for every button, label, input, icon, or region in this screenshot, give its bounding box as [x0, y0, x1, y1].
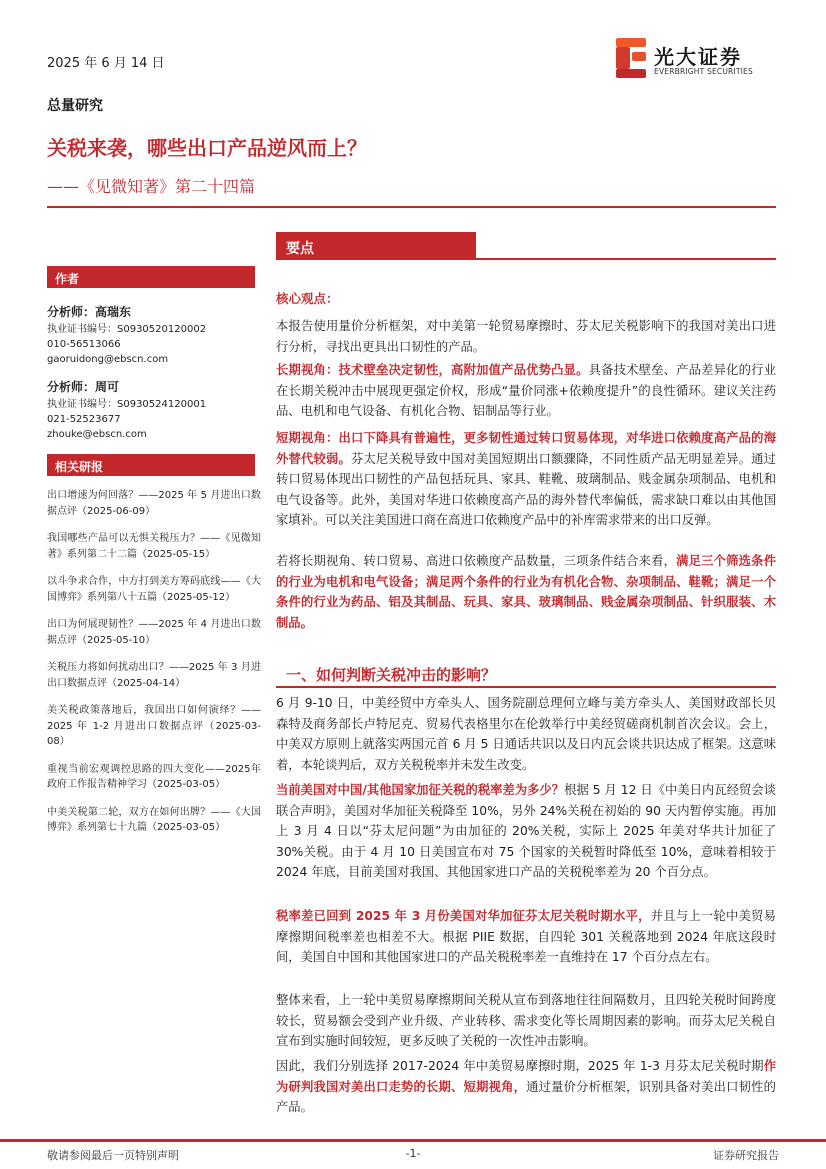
analyst-cert: 执业证书编号：S0930524120001: [47, 399, 207, 410]
section-1-paragraph-2: [276, 780, 776, 883]
section-1-paragraph-3: [276, 906, 776, 968]
short-term-body: 芬太尼关税导致中国对美国短期出口额骤降，不同性质产品无明显差异。通过转口贸易体现出口韧性的产品包括玩具、家具、鞋靴、玻璃制品、贱金属杂项制品、电机和电气设备等。此外，美国对华进口依赖度高产品的海外替代率偏低，需求缺口难以由其他国家填补。可以关注美国进口商在高进口依赖度产品中的补库需求带来的出口反弹。: [276, 451, 776, 527]
page-number: -1-: [405, 1147, 421, 1160]
paragraph-short-term: [276, 428, 776, 531]
analyst-email[interactable]: gaoruidong@ebscn.com: [47, 354, 169, 365]
logo-text-en: EVERBRIGHT SECURITIES: [654, 67, 753, 76]
related-report-link[interactable]: 以斗争求合作，中方打到美方筹码底线——《大国博弈》系列第八十五篇（2025-05-12）: [47, 576, 261, 603]
method-tail: 通过量价分析框架，识别具备对美出口韧性的产品。: [276, 1079, 776, 1114]
section-1-paragraph-5: [276, 1056, 776, 1118]
report-subtitle: ——《见微知著》第二十四篇: [47, 177, 256, 196]
related-report-link[interactable]: 我国哪些产品可以无惧关税压力？——《见微知著》系列第二十二篇（2025-05-15）: [47, 533, 261, 560]
paragraph-intro: 本报告使用量价分析框架，对中美第一轮贸易摩擦时、芬太尼关税影响下的我国对美出口进行分析，寻找出更具出口韧性的产品。: [276, 319, 776, 354]
analyst-email[interactable]: zhouke@ebscn.com: [47, 429, 147, 440]
section-1-paragraph-1: 6 月 9-10 日，中美经贸中方牵头人、国务院副总理何立峰与美方牵头人、美国财政部长贝森特及商务部长卢特尼克、贸易代表格里尔在伦敦举行中美经贸磋商机制首次会议。会上，中美双方原则上就落实两国元首 6 月 5 日通话共识以及日内瓦会谈共识达成了框架。这意味着，本轮谈判后，双方关税税率并未发生改变。: [276, 696, 776, 772]
report-title: 关税来袭，哪些出口产品逆风而上？: [47, 136, 367, 160]
analyst-name: 分析师：高瑞东: [47, 305, 132, 319]
paragraph-conclusion: [276, 551, 776, 633]
logo-text-cn: 光大证券: [654, 45, 742, 69]
section-1-divider: [276, 686, 776, 688]
section-1-title: 一、如何判断关税冲击的影响？: [286, 666, 497, 684]
related-report-link[interactable]: 美关税政策落地后，我国出口如何演绎？——2025 年 1-2 月进出口数据点评（2025-03-08）: [47, 705, 261, 747]
analyst-card: [47, 305, 255, 367]
related-report-link[interactable]: 出口为何展现韧性？——2025 年 4 月进出口数据点评（2025-05-10）: [47, 619, 261, 646]
short-term-heading: 短期视角：出口下降具有普遍性，更多韧性通过转口贸易体现，对华进口依赖度高产品的海外替代较弱。: [276, 431, 776, 466]
analyst-phone: 010-56513066: [47, 339, 121, 350]
footer-divider: [0, 1139, 826, 1142]
conclusion-highlight: 满足三个筛选条件的行业为电机和电气设备；满足两个条件的行业为有机化合物、杂项制品、鞋靴；满足一个条件的行业为药品、铝及其制品、玩具、家具、玻璃制品、贱金属杂项制品、针织服装、木制品。: [276, 554, 776, 630]
tariff-gap-body: 根据 5 月 12 日《中美日内瓦经贸会谈联合声明》，美国对华加征关税降至 10%，另外 24%关税在初始的 90 天内暂停实施。再加上 3 月 4 日以“芬太尼问题”为由加征的 20%关税，实际上 2025 年美对华共计加征了 30%关税。由于 4 月 10 日美国宣布对 75 个国家的关税暂时降低至 10%，意味着相较于 2024 年底，目前美国对我国、其他国家进口产品的关税税率差为 20 个百分点。: [276, 783, 777, 879]
analyst-card: [47, 380, 255, 442]
everbright-logo-icon: [616, 38, 646, 78]
related-report-link[interactable]: 关税压力将如何扰动出口？——2025 年 3 月进出口数据点评（2025-04-14）: [47, 662, 261, 689]
header-divider: [47, 206, 776, 208]
core-view-label: 核心观点：: [276, 291, 339, 306]
long-term-body: 具备技术壁垒、产品差异化的行业在长期关税冲击中展现更强定价权，形成“量价同涨+依赖度提升”的良性循环。建议关注药品、电机和电气设备、有机化合物、铝制品等行业。: [276, 363, 776, 418]
section-1-paragraph-4: 整体来看，上一轮中美贸易摩擦期间关税从宣布到落地往往间隔数月，且四轮关税时间跨度较长，贸易额会受到产业升级、产业转移、需求变化等长周期因素的影响。而芬太尼关税自宣布到实施时间较短，更多反映了关税的一次性冲击影响。: [276, 993, 776, 1048]
related-reports-list: [47, 488, 261, 848]
authors-header: 作者: [47, 266, 255, 288]
key-points-header: [276, 232, 776, 260]
related-report-link[interactable]: 中美关税第二轮，双方在如何出牌？——《大国博弈》系列第七十九篇（2025-03-05）: [47, 806, 261, 833]
tariff-gap-question: 当前美国对中国/其他国家加征关税的税率差为多少？: [276, 783, 565, 797]
related-report-link[interactable]: 出口增速为何回落？——2025 年 5 月进出口数据点评（2025-06-09）: [47, 490, 261, 517]
analyst-cert: 执业证书编号：S0930520120002: [47, 324, 207, 335]
key-points-divider: [476, 258, 776, 260]
related-reports-header: 相关研报: [47, 454, 255, 476]
tariff-gap-finding-body: 并且与上一轮中美贸易摩擦期间税率差也相差不大。根据 PIIE 数据，自四轮 301 关税落地到 2024 年底这段时间，美国自中国和其他国家进口的产品关税税率差一直维持在 17 个百分点左右。: [276, 909, 776, 964]
tariff-gap-finding: 税率差已回到 2025 年 3 月份美国对华加征芬太尼关税时期水平，: [276, 909, 651, 923]
long-term-heading: 长期视角：技术壁垒决定韧性，高附加值产品优势凸显。: [276, 363, 589, 377]
analyst-name: 分析师：周可: [47, 380, 120, 394]
method-highlight: 作为研判我国对美出口走势的长期、短期视角，: [276, 1059, 776, 1094]
section-1-header: [276, 661, 776, 687]
company-logo: [616, 38, 776, 80]
report-date: 2025 年 6 月 14 日: [47, 56, 165, 71]
conclusion-intro: 若将长期视角、转口贸易、高进口依赖度产品数量，三项条件结合来看，: [276, 554, 677, 568]
related-report-link[interactable]: 重视当前宏观调控思路的四大变化——2025年政府工作报告精神学习（2025-03-05）: [47, 763, 261, 790]
report-category: 总量研究: [47, 98, 103, 114]
footer-disclaimer-link[interactable]: 敬请参阅最后一页特别声明: [47, 1149, 179, 1162]
footer-report-type: 证券研究报告: [713, 1149, 779, 1162]
key-points-label: 要点: [276, 232, 476, 260]
method-intro: 因此，我们分别选择 2017-2024 年中美贸易摩擦时期，2025 年 1-3 月芬太尼关税时期: [276, 1059, 764, 1073]
paragraph-long-term: [276, 360, 776, 422]
analyst-phone: 021-52523677: [47, 414, 121, 425]
